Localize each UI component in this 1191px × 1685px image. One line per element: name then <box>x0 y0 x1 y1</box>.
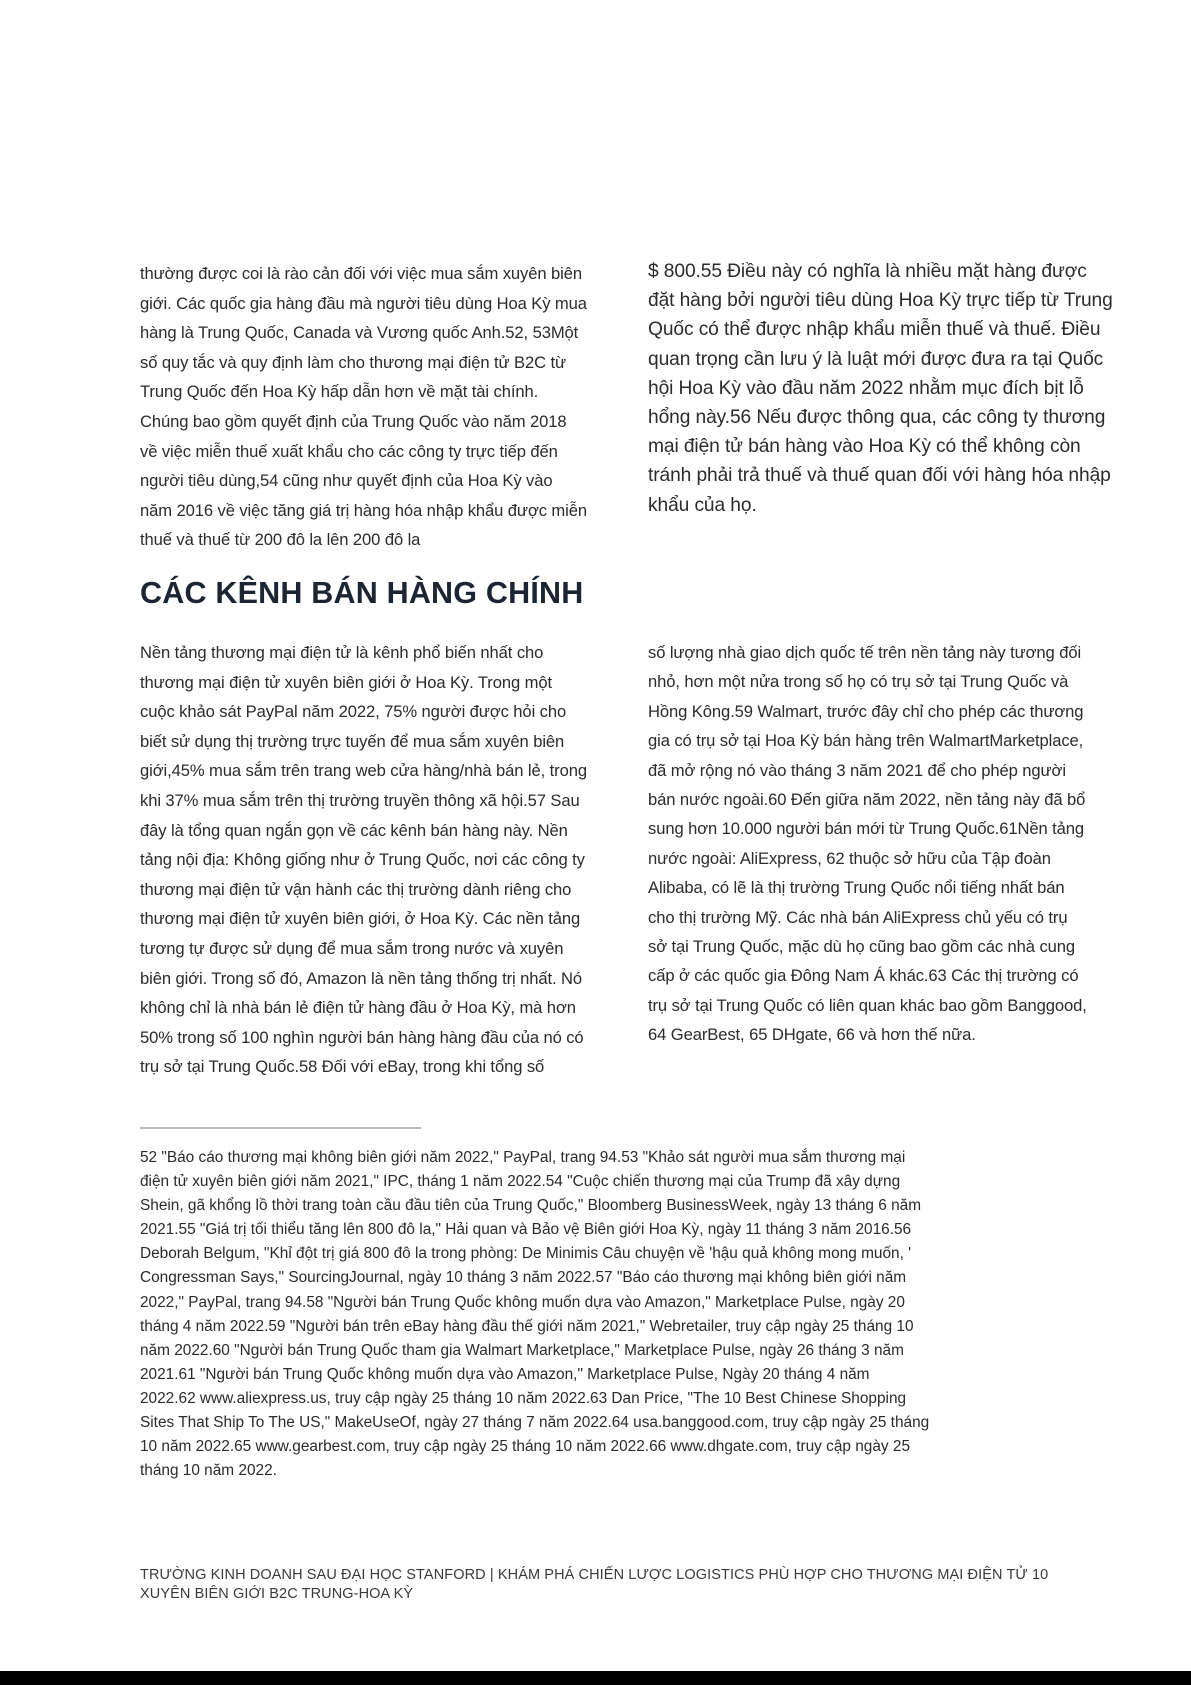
page-footer: TRƯỜNG KINH DOANH SAU ĐẠI HỌC STANFORD | KHÁM PHÁ CHIẾN LƯỢC LOGISTICS PHÙ HỢP CHO THƯƠNG MẠI ĐIỆN TỬ 10 XUYÊN BIÊN GIỚI B2C TRUNG-HOA KỲ <box>140 1567 1049 1602</box>
section-paragraph-right: số lượng nhà giao dịch quốc tế trên nền tảng này tương đối nhỏ, hơn một nửa trong số họ có trụ sở tại Trung Quốc và Hồng Kông.59 Walmart, trước đây chỉ cho phép các thương gia có trụ sở tại Hoa Kỳ bán hàng trên WalmartMarketplace, đã mở rộng nó vào tháng 3 năm 2021 để cho phép người bán nước ngoài.60 Đến giữa năm 2022, nền tảng này đã bổ sung hơn 10.000 người bán mới từ Trung Quốc.61Nền tảng nước ngoài: AliExpress, 62 thuộc sở hữu của Tập đoàn Alibaba, có lẽ là thị trường Trung Quốc nổi tiếng nhất bán cho thị trường Mỹ. Các nhà bán AliExpress chủ yếu có trụ sở tại Trung Quốc, mặc dù họ cũng bao gồm các nhà cung cấp ở các quốc gia Đông Nam Á khác.63 Các thị trường có trụ sở tại Trung Quốc có liên quan khác bao gồm Banggood, 64 GearBest, 65 DHgate, 66 và hơn thế nữa. <box>648 643 1087 1045</box>
intro-paragraph-left: thường được coi là rào cản đối với việc mua sắm xuyên biên giới. Các quốc gia hàng đầu mà người tiêu dùng Hoa Kỳ mua hàng là Trung Quốc, Canada và Vương quốc Anh.52, 53Một số quy tắc và quy định làm cho thương mại điện tử B2C từ Trung Quốc đến Hoa Kỳ hấp dẫn hơn về mặt tài chính. Chúng bao gồm quyết định của Trung Quốc vào năm 2018 về việc miễn thuế xuất khẩu cho các công ty trực tiếp đến người tiêu dùng,54 cũng như quyết định của Hoa Kỳ vào năm 2016 về việc tăng giá trị hàng hóa nhập khẩu được miễn thuế và thuế từ 200 đô la lên 200 đô la <box>140 264 587 550</box>
section-heading: CÁC KÊNH BÁN HÀNG CHÍNH <box>140 576 584 610</box>
bottom-bar <box>0 1671 1191 1685</box>
footnote-divider <box>140 1127 421 1129</box>
section-paragraph-left: Nền tảng thương mại điện tử là kênh phổ biến nhất cho thương mại điện tử xuyên biên giới ở Hoa Kỳ. Trong một cuộc khảo sát PayPal năm 2022, 75% người được hỏi cho biết sử dụng thị trường trực tuyến để mua sắm xuyên biên giới,45% mua sắm trên trang web cửa hàng/nhà bán lẻ, trong khi 37% mua sắm trên thị trường truyền thông xã hội.57 Sau đây là tổng quan ngắn gọn về các kênh bán hàng này. Nền tảng nội địa: Không giống như ở Trung Quốc, nơi các công ty thương mại điện tử vận hành các thị trường dành riêng cho thương mại điện tử xuyên biên giới, ở Hoa Kỳ. Các nền tảng tương tự được sử dụng để mua sắm trong nước và xuyên biên giới. Trong số đó, Amazon là nền tảng thống trị nhất. Nó không chỉ là nhà bán lẻ điện tử hàng đầu ở Hoa Kỳ, mà hơn 50% trong số 100 nghìn người bán hàng hàng đầu của nó có trụ sở tại Trung Quốc.58 Đối với eBay, trong khi tổng số <box>140 643 587 1077</box>
intro-paragraph-right: $ 800.55 Điều này có nghĩa là nhiều mặt hàng được đặt hàng bởi người tiêu dùng Hoa Kỳ trực tiếp từ Trung Quốc có thể được nhập khẩu miễn thuế và thuế. Điều quan trọng cần lưu ý là luật mới được đưa ra tại Quốc hội Hoa Kỳ vào đầu năm 2022 nhằm mục đích bịt lỗ hổng này.56 Nếu được thông qua, các công ty thương mại điện tử bán hàng vào Hoa Kỳ có thể không còn tránh phải trả thuế và thuế quan đối với hàng hóa nhập khẩu của họ. <box>648 261 1113 516</box>
footnotes: 52 "Báo cáo thương mại không biên giới năm 2022," PayPal, trang 94.53 "Khảo sát người mua sắm thương mại điện tử xuyên biên giới năm 2021," IPC, tháng 1 năm 2022.54 "Cuộc chiến thương mại của Trump đã xây dựng Shein, gã khổng lồ thời trang toàn cầu đầu tiên của Trung Quốc," Bloomberg BusinessWeek, ngày 13 tháng 6 năm 2021.55 "Giá trị tối thiểu tăng lên 800 đô la," Hải quan và Bảo vệ Biên giới Hoa Kỳ, ngày 11 tháng 3 năm 2016.56 Deborah Belgum, "Khỉ đột trị giá 800 đô la trong phòng: De Minimis Câu chuyện về 'hậu quả không mong muốn, ' Congressman Says," SourcingJournal, ngày 10 tháng 3 năm 2022.57 "Báo cáo thương mại không biên giới năm 2022," PayPal, trang 94.58 "Người bán Trung Quốc không muốn dựa vào Amazon," Marketplace Pulse, ngày 20 tháng 4 năm 2022.59 "Người bán trên eBay hàng đầu thế giới năm 2021," Webretailer, truy cập ngày 25 tháng 10 năm 2022.60 "Người bán Trung Quốc tham gia Walmart Marketplace," Marketplace Pulse, ngày 26 tháng 3 năm 2021.61 "Người bán Trung Quốc không muốn dựa vào Amazon," Marketplace Pulse, Ngày 20 tháng 4 năm 2022.62 www.aliexpress.us, truy cập ngày 25 tháng 10 năm 2022.63 Dan Price, "The 10 Best Chinese Shopping Sites That Ship To The US," MakeUseOf, ngày 27 tháng 7 năm 2022.64 usa.banggood.com, truy cập ngày 25 tháng 10 năm 2022.65 www.gearbest.com, truy cập ngày 25 tháng 10 năm 2022.66 www.dhgate.com, truy cập ngày 25 tháng 10 năm 2022. <box>140 1149 930 1480</box>
